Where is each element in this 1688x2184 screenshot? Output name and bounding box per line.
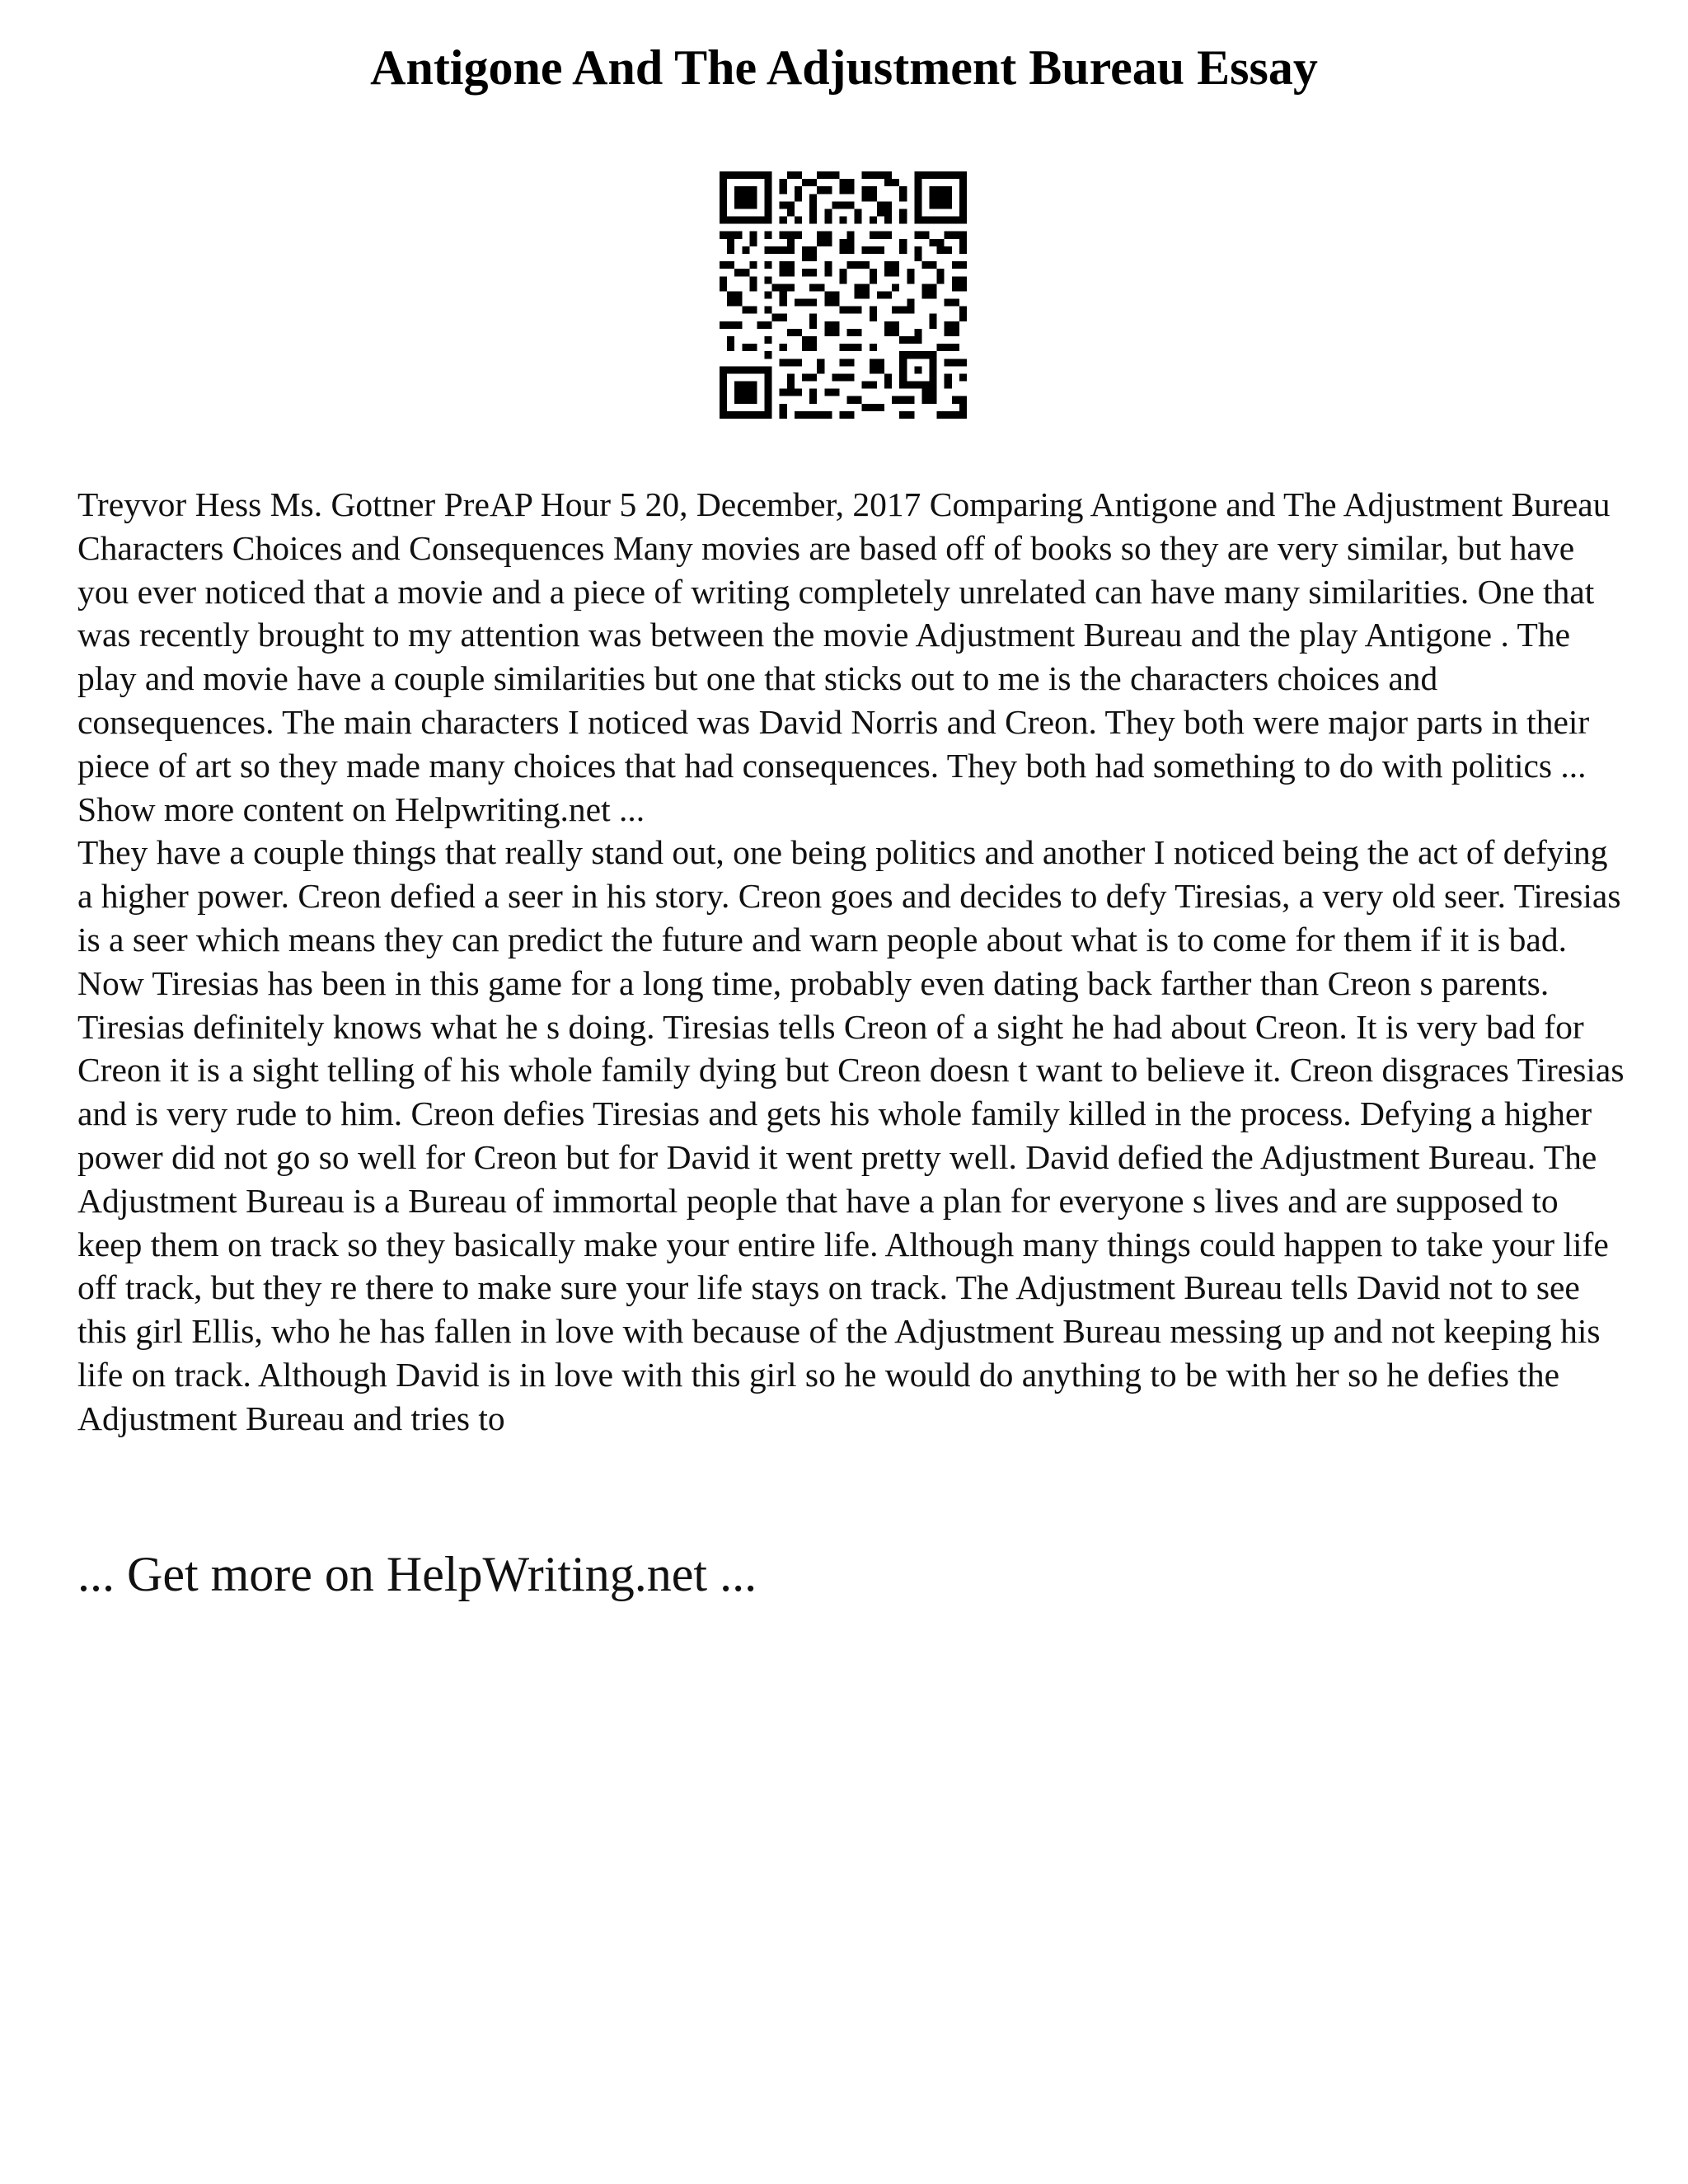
qr-code-graphic — [720, 171, 967, 419]
essay-body — [77, 483, 1627, 1441]
get-more-link[interactable]: ... Get more on HelpWriting.net ... — [77, 1547, 757, 1601]
essay-paragraph-2: They have a couple things that really stand out, one being politics and another I noticed being the act of defying a higher power. Creon defied a seer in his story. Creon goes and decides to defy Tiresias, a very old seer. Tiresias is a seer which means they can predict the future and warn people about what is to come for them if it is bad. Now Tiresias has been in this game for a long time, probably even dating back farther than Creon s parents. Tiresias definitely knows what he s doing. Tiresias tells Creon of a sight he had about Creon. It is very bad for Creon it is a sight telling of his whole family dying but Creon doesn t want to believe it. Creon disgraces Tiresias and is very rude to him. Creon defies Tiresias and gets his whole family killed in the process. Defying a higher power did not go so well for Creon but for David it went pretty well. David defied the Adjustment Bureau. The Adjustment Bureau is a Bureau of immortal people that have a plan for everyone s lives and are supposed to keep them on track so they basically make your entire life. Although many things could happen to take your life off track, but they re there to make sure your life stays on track. The Adjustment Bureau tells David not to see this girl Ellis, who he has fallen in love with because of the Adjustment Bureau messing up and not keeping his life on track. Although David is in love with this girl so he would do anything to be with her so he defies the Adjustment Bureau and tries to — [77, 833, 1625, 1437]
document-title: Antigone And The Adjustment Bureau Essay — [370, 40, 1318, 95]
essay-paragraph-1: Treyvor Hess Ms. Gottner PreAP Hour 5 20, December, 2017 Comparing Antigone and The Adjustment Bureau Characters Choices and Consequences Many movies are based off of books so they are very similar, but have you ever noticed that a movie and a piece of writing completely unrelated can have many similarities. One that was recently brought to my attention was between the movie Adjustment Bureau and the play Antigone . The play and movie have a couple similarities but one that sticks out to me is the characters choices and consequences. The main characters I noticed was David Norris and Creon. They both were major parts in their piece of art so they made many choices that had consequences. They both had something to do with politics ... Show more content on Helpwriting.net ... — [77, 485, 1611, 828]
qr-code-icon — [720, 171, 967, 419]
